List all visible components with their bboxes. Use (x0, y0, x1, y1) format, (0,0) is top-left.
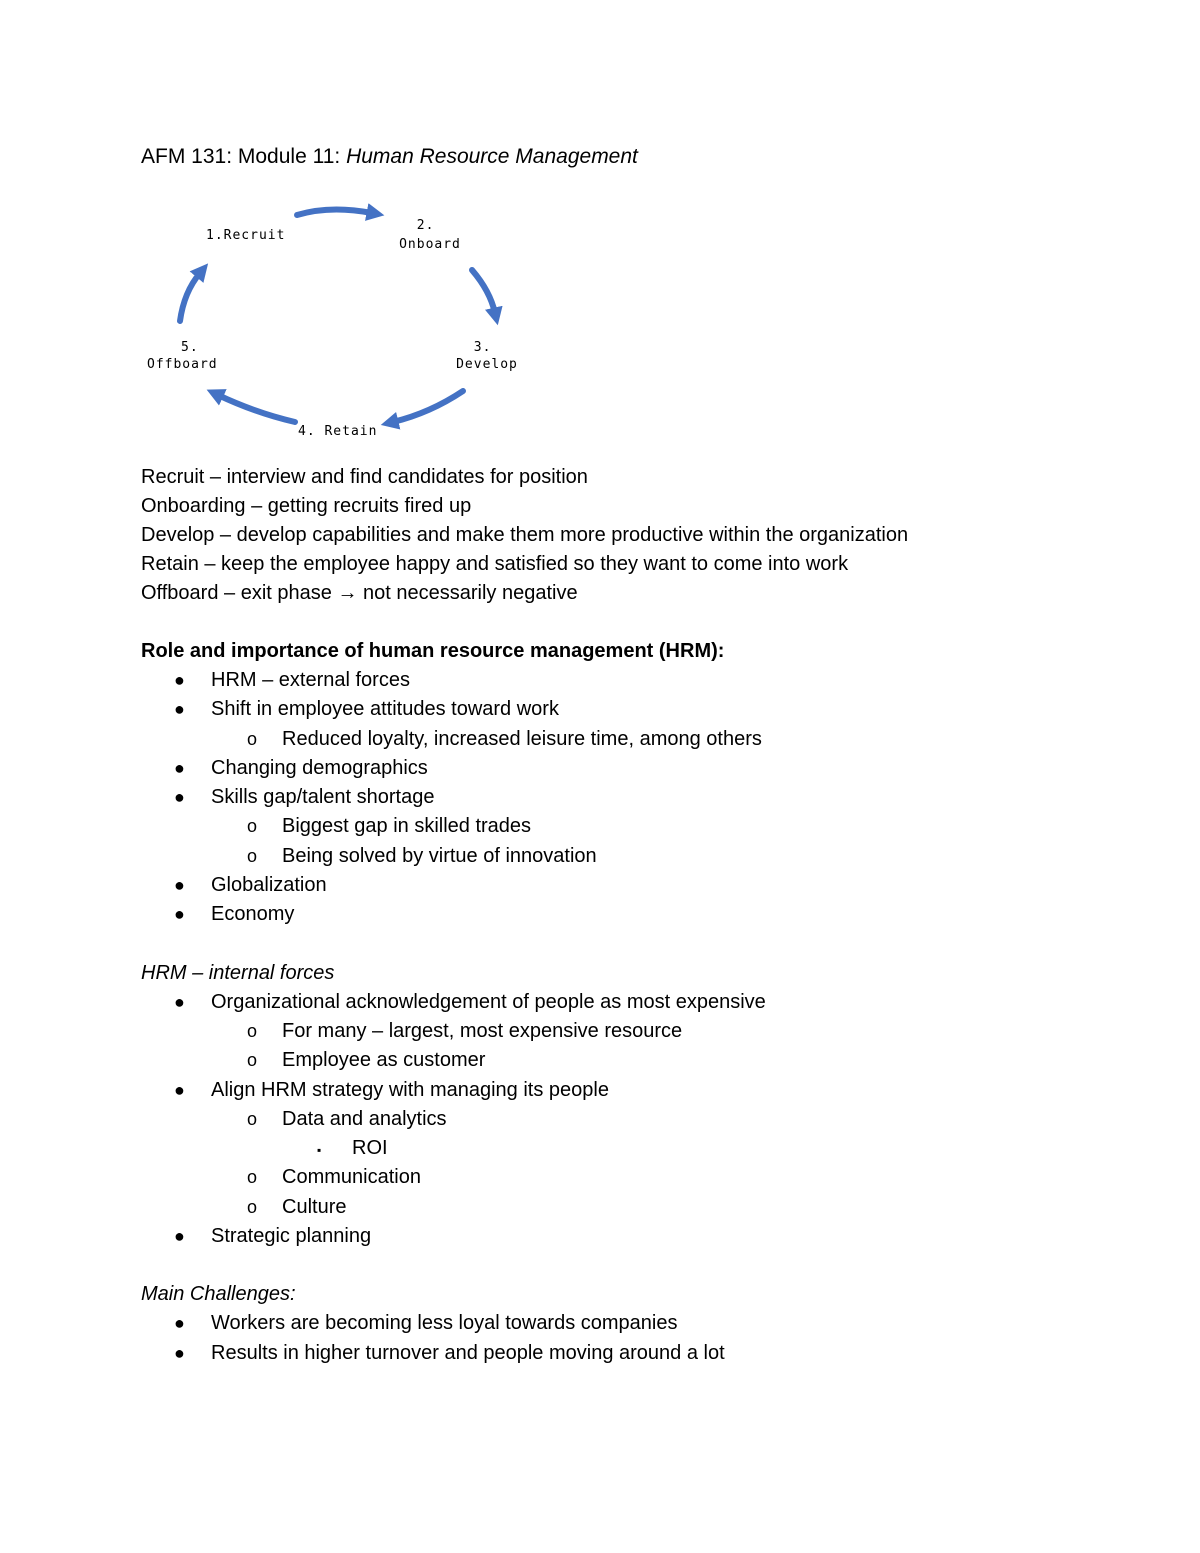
list-item-text: Culture (282, 1195, 347, 1218)
section-heading-main-challenges: Main Challenges: (141, 1283, 296, 1306)
list-item (141, 1076, 1121, 1105)
cycle-arrow-retain-to-offboard (218, 395, 295, 422)
list-item-text: Economy (211, 903, 295, 926)
document-body (141, 463, 1121, 1368)
definition-retain: Retain – keep the employee happy and satisfied so they want to come into work (141, 553, 849, 575)
list-item-text: Organizational acknowledgement of people as most expensive (211, 990, 766, 1013)
cycle-step-recruit: 1.Recruit (206, 228, 286, 243)
bullet-icon: o (247, 728, 258, 749)
cycle-step-onboard: 2. Onboard (399, 218, 461, 252)
list-item-text: Globalization (211, 874, 327, 897)
bullet-icon: ● (174, 1313, 185, 1334)
cycle-step-develop: 3. Develop (456, 340, 518, 372)
cycle-step-retain: 4. Retain (298, 424, 378, 439)
bullet-icon: ● (174, 991, 185, 1012)
list-item-text: Data and analytics (282, 1107, 447, 1130)
bullet-icon: o (247, 1020, 258, 1041)
list-item (141, 695, 1121, 724)
bullet-icon: o (247, 1167, 258, 1188)
list-item (141, 842, 1121, 871)
definition-offboard-start: Offboard – exit phase (141, 582, 338, 604)
bullet-icon: o (247, 816, 258, 837)
list-item-text: Results in higher turnover and people moving around a lot (211, 1341, 725, 1364)
bullet-icon: o (247, 1196, 258, 1217)
right-arrow-icon: → (337, 582, 358, 604)
section-heading-internal-forces: HRM – internal forces (141, 961, 335, 984)
bullet-icon: ● (174, 875, 185, 896)
list-item-text: Align HRM strategy with managing its people (211, 1078, 609, 1101)
list-item (141, 1339, 1121, 1368)
definition-develop: Develop – develop capabilities and make them more productive within the organization (141, 524, 909, 546)
bullet-icon: ● (174, 757, 185, 778)
section-heading-role-importance: Role and importance of human resource management (HRM): (141, 640, 725, 662)
page-title (141, 143, 638, 171)
list-item-text: Strategic planning (211, 1225, 372, 1248)
bullet-icon: ● (174, 1079, 185, 1100)
list-item (141, 666, 1121, 695)
bullet-icon: ▪ (317, 1143, 322, 1158)
bullet-icon: ● (174, 1226, 185, 1247)
list-item-text: Shift in employee attitudes toward work (211, 698, 559, 721)
definition-offboard-end: not necessarily negative (357, 582, 578, 604)
cycle-arrow-onboard-to-develop (472, 270, 495, 313)
definition-onboarding: Onboarding – getting recruits fired up (141, 495, 472, 517)
bullet-icon: ● (174, 1342, 185, 1363)
definition-offboard (141, 579, 1121, 608)
bullet-icon: ● (174, 787, 185, 808)
list-item-text: HRM – external forces (211, 669, 410, 691)
cycle-arrow-recruit-to-onboard (297, 209, 372, 215)
bullet-icon: o (247, 845, 258, 866)
list-item (141, 754, 1121, 783)
list-item-text: Changing demographics (211, 756, 428, 779)
cycle-arrow-develop-to-retain (393, 391, 463, 422)
list-item (141, 1193, 1121, 1222)
list-item (141, 871, 1121, 900)
list-item-text: Reduced loyalty, increased leisure time, among others (282, 727, 762, 750)
list-item (141, 725, 1121, 754)
cycle-arrow-offboard-to-recruit (180, 273, 200, 321)
bullet-list-internal-forces (141, 988, 1121, 1252)
bullet-list-external-forces (141, 666, 1121, 930)
bullet-icon: ● (174, 670, 185, 690)
bullet-list-main-challenges (141, 1309, 1121, 1368)
list-item (141, 1222, 1121, 1251)
bullet-icon: ● (174, 904, 185, 925)
list-item (141, 988, 1121, 1017)
list-item-text: Communication (282, 1166, 421, 1189)
list-item-text: ROI (352, 1137, 388, 1160)
list-item-text: Skills gap/talent shortage (211, 786, 435, 809)
list-item (141, 1134, 1121, 1163)
list-item-text: Workers are becoming less loyal towards companies (211, 1312, 678, 1335)
title-subject: Human Resource Management (346, 145, 638, 168)
list-item (141, 1163, 1121, 1192)
list-item-text: Biggest gap in skilled trades (282, 815, 532, 838)
cycle-step-offboard: 5. Offboard (147, 340, 218, 372)
bullet-icon: o (247, 1108, 258, 1129)
list-item (141, 783, 1121, 812)
list-item-text: Employee as customer (282, 1049, 486, 1072)
list-item (141, 1046, 1121, 1075)
title-prefix: AFM 131: Module 11: (141, 145, 347, 168)
bullet-icon: ● (174, 699, 185, 720)
list-item (141, 1105, 1121, 1134)
hr-cycle-diagram (140, 195, 560, 450)
list-item (141, 812, 1121, 841)
list-item (141, 900, 1121, 929)
definition-recruit: Recruit – interview and find candidates for position (141, 466, 588, 488)
list-item-text: Being solved by virtue of innovation (282, 844, 597, 867)
list-item-text: For many – largest, most expensive resource (282, 1019, 683, 1042)
list-item (141, 1017, 1121, 1046)
bullet-icon: o (247, 1050, 258, 1071)
list-item (141, 1309, 1121, 1338)
